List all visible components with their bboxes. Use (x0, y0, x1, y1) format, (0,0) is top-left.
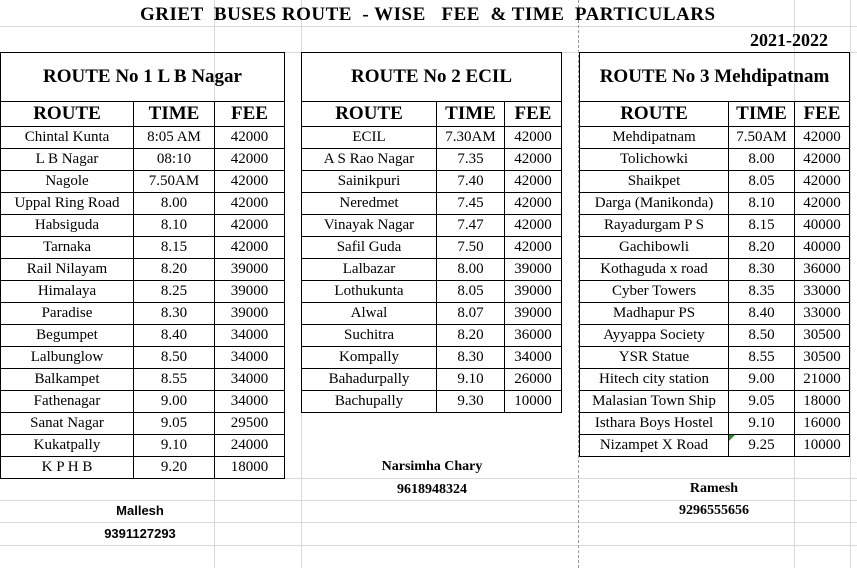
column-header-fee: FEE (795, 102, 850, 127)
stop-time: 9.10 (729, 413, 795, 435)
stop-name: Rail Nilayam (1, 259, 134, 281)
stop-time: 7.45 (437, 193, 505, 215)
stop-fee: 42000 (215, 237, 285, 259)
stop-fee: 42000 (795, 149, 850, 171)
table-row (1, 171, 285, 193)
stop-name: Nizampet X Road (580, 435, 729, 457)
stop-time: 8.55 (134, 369, 215, 391)
stop-time: 8.20 (437, 325, 505, 347)
stop-name: Cyber Towers (580, 281, 729, 303)
stop-time: 7.35 (437, 149, 505, 171)
table-row (302, 325, 562, 347)
table-row (580, 391, 850, 413)
table-row (302, 391, 562, 413)
stop-name: Bachupally (302, 391, 437, 413)
stop-time: 8.10 (729, 193, 795, 215)
column-header-route: ROUTE (580, 102, 729, 127)
stop-name: Kompally (302, 347, 437, 369)
route-table-3 (579, 52, 850, 457)
stop-name: Tarnaka (1, 237, 134, 259)
table-row (302, 281, 562, 303)
route-3-contact-phone: 9296555656 (679, 503, 749, 518)
stop-time: 9.10 (134, 435, 215, 457)
stop-time: 9.20 (134, 457, 215, 479)
stop-fee: 16000 (795, 413, 850, 435)
route-2-contact-phone: 9618948324 (397, 482, 467, 497)
stop-time: 9.00 (729, 369, 795, 391)
table-row (580, 325, 850, 347)
stop-name: Neredmet (302, 193, 437, 215)
table-row (580, 369, 850, 391)
stop-fee: 29500 (215, 413, 285, 435)
stop-name: Gachibowli (580, 237, 729, 259)
stop-time: 8.50 (134, 347, 215, 369)
table-row (1, 259, 285, 281)
stop-time: 9.00 (134, 391, 215, 413)
stop-name: L B Nagar (1, 149, 134, 171)
stop-name: Mehdipatnam (580, 127, 729, 149)
stop-fee: 34000 (215, 369, 285, 391)
column-header-fee: FEE (505, 102, 562, 127)
stop-fee: 42000 (505, 193, 562, 215)
stop-time: 8.00 (134, 193, 215, 215)
stop-name: Sanat Nagar (1, 413, 134, 435)
stop-fee: 42000 (505, 149, 562, 171)
stop-time: 8.15 (729, 215, 795, 237)
table-row (1, 347, 285, 369)
stop-name: Lothukunta (302, 281, 437, 303)
table-row (580, 237, 850, 259)
stop-time: 8.07 (437, 303, 505, 325)
stop-fee: 10000 (505, 391, 562, 413)
stop-name: Suchitra (302, 325, 437, 347)
stop-time: 8.30 (134, 303, 215, 325)
table-row (1, 237, 285, 259)
table-row (1, 391, 285, 413)
stop-time: 7.50AM (729, 127, 795, 149)
stop-name: Madhapur PS (580, 303, 729, 325)
page-title-text: GRIET BUSES ROUTE - WISE FEE & TIME PARTICULARS (140, 4, 716, 25)
stop-time: 8.05 (729, 171, 795, 193)
stop-name: Safil Guda (302, 237, 437, 259)
stop-time: 9.30 (437, 391, 505, 413)
grid-line (0, 500, 857, 501)
stop-fee: 21000 (795, 369, 850, 391)
stop-fee: 26000 (505, 369, 562, 391)
stop-fee: 34000 (215, 391, 285, 413)
stop-time: 9.05 (134, 413, 215, 435)
table-row (580, 281, 850, 303)
stop-fee: 30500 (795, 347, 850, 369)
stop-fee: 42000 (795, 127, 850, 149)
stop-name: Rayadurgam P S (580, 215, 729, 237)
table-row (1, 193, 285, 215)
stop-name: Lalbunglow (1, 347, 134, 369)
grid-line (0, 26, 857, 27)
stop-fee: 34000 (215, 347, 285, 369)
table-row (580, 259, 850, 281)
stop-time: 7.47 (437, 215, 505, 237)
table-row (302, 149, 562, 171)
stop-fee: 39000 (505, 303, 562, 325)
route-heading-row (302, 53, 562, 102)
table-row (1, 149, 285, 171)
stop-name: K P H B (1, 457, 134, 479)
stop-time: 7.50 (437, 237, 505, 259)
table-row (580, 215, 850, 237)
stop-name: Balkampet (1, 369, 134, 391)
stop-fee: 42000 (215, 193, 285, 215)
stop-fee: 39000 (215, 281, 285, 303)
table-row (1, 457, 285, 479)
route-1-contact-phone: 9391127293 (104, 526, 176, 541)
stop-fee: 42000 (505, 171, 562, 193)
stop-time: 8.30 (729, 259, 795, 281)
grid-line (0, 545, 857, 546)
stop-name: Hitech city station (580, 369, 729, 391)
table-row (1, 369, 285, 391)
stop-time: 7.40 (437, 171, 505, 193)
table-row (1, 413, 285, 435)
column-header-row (580, 102, 850, 127)
stop-fee: 40000 (795, 215, 850, 237)
table-row (1, 303, 285, 325)
table-row (580, 435, 850, 457)
stop-fee: 36000 (505, 325, 562, 347)
stop-fee: 42000 (215, 215, 285, 237)
stop-name: Ayyappa Society (580, 325, 729, 347)
stop-time: 8.35 (729, 281, 795, 303)
table-row (580, 171, 850, 193)
stop-name: Begumpet (1, 325, 134, 347)
stop-time: 08:10 (134, 149, 215, 171)
table-row (302, 259, 562, 281)
stop-fee: 42000 (795, 171, 850, 193)
route-3-contact-name: Ramesh (689, 481, 739, 496)
stop-name: Nagole (1, 171, 134, 193)
stop-time: 8.20 (729, 237, 795, 259)
stop-name: Tolichowki (580, 149, 729, 171)
table-row (580, 347, 850, 369)
route-heading-row (1, 53, 285, 102)
stop-name: Bahadurpally (302, 369, 437, 391)
route-heading-row (580, 53, 850, 102)
stop-time: 9.10 (437, 369, 505, 391)
stop-name: Himalaya (1, 281, 134, 303)
stop-time: 8.25 (134, 281, 215, 303)
table-row (580, 413, 850, 435)
table-row (1, 281, 285, 303)
stop-fee: 42000 (215, 171, 285, 193)
stop-name: YSR Statue (580, 347, 729, 369)
stop-name: Chintal Kunta (1, 127, 134, 149)
stop-time: 8.50 (729, 325, 795, 347)
stop-fee: 42000 (505, 237, 562, 259)
stop-fee: 30500 (795, 325, 850, 347)
grid-line (850, 0, 851, 568)
column-header-row (302, 102, 562, 127)
route-table-1 (0, 52, 285, 479)
stop-name: Shaikpet (580, 171, 729, 193)
stop-time: 8.10 (134, 215, 215, 237)
grid-line (0, 522, 857, 523)
stop-time: 7.30AM (437, 127, 505, 149)
table-row (1, 325, 285, 347)
route-heading: ROUTE No 1 L B Nagar (1, 53, 285, 102)
stop-fee: 34000 (505, 347, 562, 369)
stop-time: 8.00 (729, 149, 795, 171)
stop-name: Isthara Boys Hostel (580, 413, 729, 435)
table-row (302, 303, 562, 325)
stop-fee: 24000 (215, 435, 285, 457)
stop-time: 8:05 AM (134, 127, 215, 149)
stop-name: Malasian Town Ship (580, 391, 729, 413)
stop-name: Alwal (302, 303, 437, 325)
route-1-contact-name: Mallesh (116, 503, 164, 518)
route-block-3 (579, 52, 850, 457)
stop-fee: 39000 (215, 259, 285, 281)
stop-time: 9.05 (729, 391, 795, 413)
stop-fee: 42000 (795, 193, 850, 215)
stop-fee: 40000 (795, 237, 850, 259)
table-row (302, 369, 562, 391)
stop-name: Paradise (1, 303, 134, 325)
table-row (580, 127, 850, 149)
table-row (1, 215, 285, 237)
route-heading: ROUTE No 3 Mehdipatnam (580, 53, 850, 102)
stop-time: 8.05 (437, 281, 505, 303)
stop-fee: 42000 (215, 149, 285, 171)
stop-fee: 18000 (795, 391, 850, 413)
column-header-time: TIME (437, 102, 505, 127)
stop-fee: 34000 (215, 325, 285, 347)
stop-name: Kukatpally (1, 435, 134, 457)
table-row (1, 127, 285, 149)
column-header-route: ROUTE (302, 102, 437, 127)
stop-name: Uppal Ring Road (1, 193, 134, 215)
stop-fee: 33000 (795, 303, 850, 325)
column-header-row (1, 102, 285, 127)
stop-fee: 42000 (215, 127, 285, 149)
table-row (580, 303, 850, 325)
stop-name: Lalbazar (302, 259, 437, 281)
route-2-contact-name: Narsimha Chary (381, 459, 483, 474)
stop-fee: 36000 (795, 259, 850, 281)
route-heading: ROUTE No 2 ECIL (302, 53, 562, 102)
route-block-2 (301, 52, 562, 413)
stop-time: 9.25 (729, 435, 795, 457)
table-row (302, 215, 562, 237)
table-row (302, 171, 562, 193)
stop-name: Habsiguda (1, 215, 134, 237)
column-header-time: TIME (134, 102, 215, 127)
table-row (580, 193, 850, 215)
column-header-time: TIME (729, 102, 795, 127)
stop-fee: 39000 (505, 281, 562, 303)
route-table-2 (301, 52, 562, 413)
stop-name: A S Rao Nagar (302, 149, 437, 171)
stop-name: Kothaguda x road (580, 259, 729, 281)
stop-time: 8.30 (437, 347, 505, 369)
cell-comment-marker (729, 435, 735, 441)
table-row (302, 193, 562, 215)
stop-time: 8.20 (134, 259, 215, 281)
stop-fee: 18000 (215, 457, 285, 479)
stop-time: 7.50AM (134, 171, 215, 193)
table-row (1, 435, 285, 457)
stop-time: 8.15 (134, 237, 215, 259)
stop-name: Vinayak Nagar (302, 215, 437, 237)
table-row (302, 237, 562, 259)
stop-fee: 42000 (505, 127, 562, 149)
stop-name: Fathenagar (1, 391, 134, 413)
column-header-route: ROUTE (1, 102, 134, 127)
stop-name: Darga (Manikonda) (580, 193, 729, 215)
stop-time: 8.00 (437, 259, 505, 281)
table-row (580, 149, 850, 171)
stop-name: Sainikpuri (302, 171, 437, 193)
stop-fee: 39000 (215, 303, 285, 325)
stop-time: 8.55 (729, 347, 795, 369)
academic-year: 2021-2022 (750, 30, 828, 50)
stop-time: 8.40 (134, 325, 215, 347)
stop-fee: 33000 (795, 281, 850, 303)
table-row (302, 347, 562, 369)
stop-fee: 39000 (505, 259, 562, 281)
column-header-fee: FEE (215, 102, 285, 127)
table-row (302, 127, 562, 149)
stop-fee: 10000 (795, 435, 850, 457)
stop-fee: 42000 (505, 215, 562, 237)
stop-name: ECIL (302, 127, 437, 149)
stop-time: 8.40 (729, 303, 795, 325)
route-block-1 (0, 52, 285, 479)
